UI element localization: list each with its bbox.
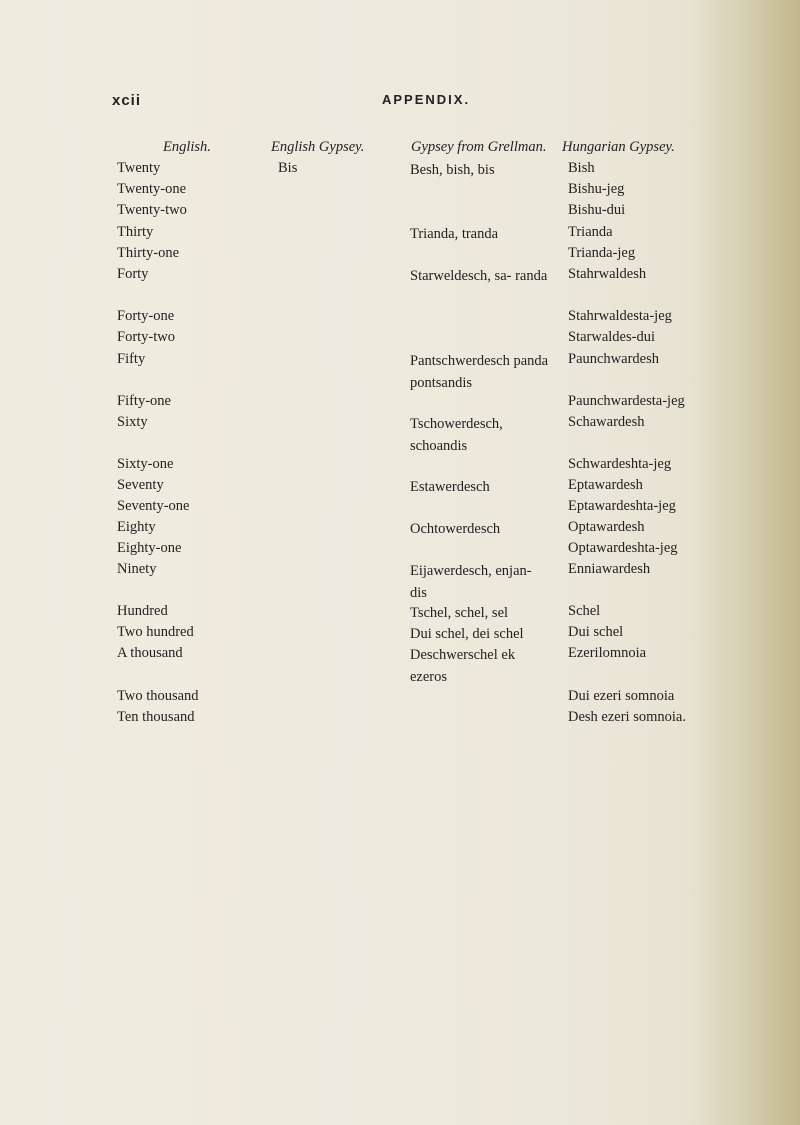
english-cell: Eighty-one bbox=[117, 540, 182, 556]
hungarian-cell: Schel bbox=[568, 603, 601, 619]
grellman-cell: Pantschwerdesch panda pontsandis bbox=[410, 353, 549, 391]
grellman-cell: Besh, bish, bis bbox=[410, 162, 495, 178]
running-title: APPENDIX. bbox=[382, 92, 471, 107]
english-cell: Two thousand bbox=[117, 688, 199, 704]
hungarian-cell: Eptawardeshta-jeg bbox=[568, 498, 676, 514]
page-edge-stain bbox=[745, 0, 800, 1125]
hungarian-cell: Paunchwardesta-jeg bbox=[568, 393, 685, 409]
grellman-cell: Tschowerdesch, schoandis bbox=[410, 416, 503, 454]
grellman-cell: Dui schel, dei schel bbox=[410, 626, 524, 642]
column-header-hungarian: Hungarian Gypsey. bbox=[562, 139, 675, 155]
hungarian-cell: Paunchwardesh bbox=[568, 351, 660, 367]
english-cell: Twenty bbox=[117, 160, 161, 176]
running-head bbox=[0, 92, 800, 112]
hungarian-cell: Desh ezeri somnoia. bbox=[568, 709, 686, 725]
hungarian-cell: Optawardesh bbox=[568, 519, 645, 535]
english-cell: Thirty bbox=[117, 224, 154, 240]
hungarian-cell: Stahrwaldesta-jeg bbox=[568, 308, 672, 324]
english-cell: Fifty-one bbox=[117, 393, 171, 409]
column-header-english: English. bbox=[163, 139, 211, 155]
hungarian-cell: Starwaldes-dui bbox=[568, 329, 655, 345]
english-cell: Seventy bbox=[117, 477, 164, 493]
english-cell: Twenty-two bbox=[117, 202, 187, 218]
english-cell: Two hundred bbox=[117, 624, 194, 640]
english-cell: Eighty bbox=[117, 519, 156, 535]
hungarian-cell: Optawardeshta-jeg bbox=[568, 540, 678, 556]
english-cell: Sixty bbox=[117, 414, 148, 430]
hungarian-cell: Dui schel bbox=[568, 624, 624, 640]
english-cell: Sixty-one bbox=[117, 456, 174, 472]
grellman-cell: Eijawerdesch, enjan- dis bbox=[410, 563, 532, 601]
english-cell: Hundred bbox=[117, 603, 168, 619]
hungarian-cell: Stahrwaldesh bbox=[568, 266, 647, 282]
hungarian-cell: Schawardesh bbox=[568, 414, 645, 430]
column-header-grellman: Gypsey from Grellman. bbox=[411, 139, 547, 155]
grellman-cell: Ochtowerdesch bbox=[410, 521, 501, 537]
hungarian-cell: Bishu-dui bbox=[568, 202, 626, 218]
english-cell: Twenty-one bbox=[117, 181, 187, 197]
hungarian-cell: Bishu-jeg bbox=[568, 181, 625, 197]
hungarian-cell: Bish bbox=[568, 160, 595, 176]
grellman-cell: Trianda, tranda bbox=[410, 226, 499, 242]
english-cell: Forty-two bbox=[117, 329, 175, 345]
page-number: xcii bbox=[112, 92, 142, 109]
grellman-cell: Starweldesch, sa- randa bbox=[410, 268, 548, 284]
hungarian-cell: Ezerilomnoia bbox=[568, 645, 647, 661]
grellman-cell: Tschel, schel, sel bbox=[410, 605, 509, 621]
hungarian-cell: Trianda bbox=[568, 224, 613, 240]
english-cell: Ninety bbox=[117, 561, 157, 577]
english-gypsey-cell: Bis bbox=[278, 160, 298, 176]
hungarian-cell: Dui ezeri somnoia bbox=[568, 688, 675, 704]
english-cell: Forty bbox=[117, 266, 149, 282]
hungarian-cell: Schwardeshta-jeg bbox=[568, 456, 672, 472]
english-cell: Ten thousand bbox=[117, 709, 195, 725]
english-cell: Thirty-one bbox=[117, 245, 180, 261]
english-cell: Fifty bbox=[117, 351, 146, 367]
english-cell: A thousand bbox=[117, 645, 183, 661]
hungarian-cell: Trianda-jeg bbox=[568, 245, 636, 261]
grellman-cell: Deschwerschel ek ezeros bbox=[410, 647, 516, 685]
hungarian-cell: Enniawardesh bbox=[568, 561, 651, 577]
column-header-english-gypsey: English Gypsey. bbox=[271, 139, 365, 155]
grellman-cell: Estawerdesch bbox=[410, 479, 490, 495]
english-cell: Seventy-one bbox=[117, 498, 190, 514]
hungarian-cell: Eptawardesh bbox=[568, 477, 643, 493]
english-cell: Forty-one bbox=[117, 308, 175, 324]
